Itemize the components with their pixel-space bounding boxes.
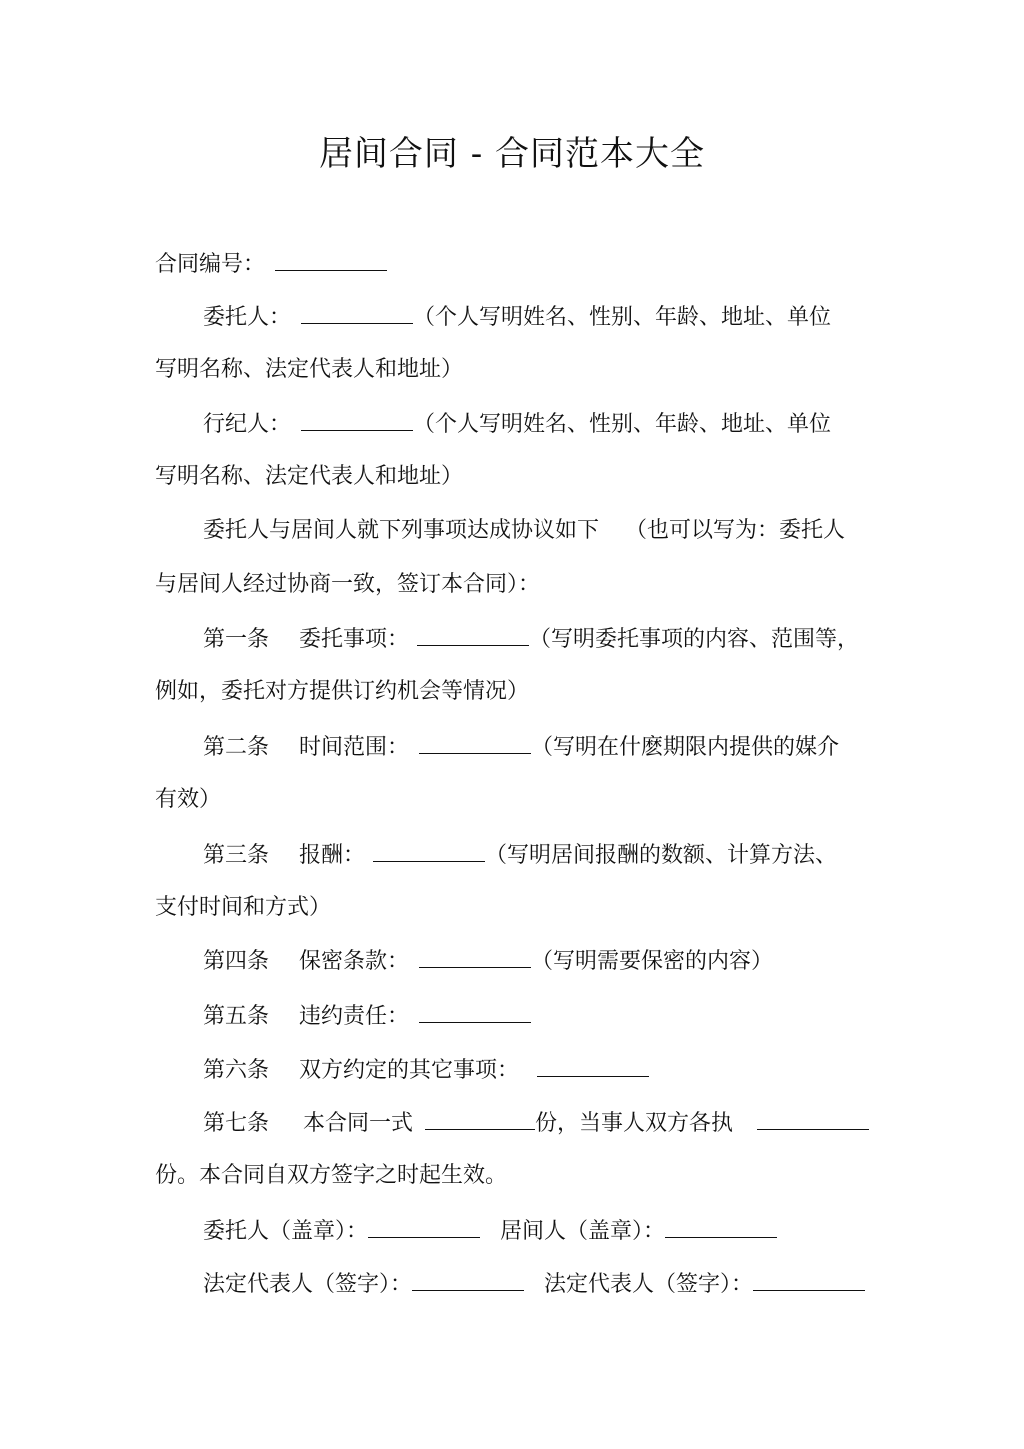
article-7-mid: 份，当事人双方各执 [535,1111,734,1136]
article-1-note: （写明委托事项的内容、范围等， [529,627,860,652]
broker-label: 行纪人： [203,412,292,437]
broker-note-continuation: 写明名称、法定代表人和地址） [155,464,464,489]
rep-sign-left-label: 法定代表人（签字）： [203,1272,413,1297]
broker-line [203,408,831,440]
article-3-note: （写明居间报酬的数额、计算方法、 [485,843,838,868]
article-7-line [203,1107,869,1139]
article-4-line [203,945,773,977]
article-1-number: 第一条 [203,627,270,652]
broker-seal-label: 居间人（盖章）： [500,1219,666,1244]
article-4-label: 保密条款： [299,949,410,974]
rep-sign-right-label: 法定代表人（签字）： [544,1272,754,1297]
intro-line-2: 与居间人经过协商一致，签订本合同）： [155,572,541,597]
rep-sign-right-blank[interactable] [753,1268,865,1291]
article-5-line [203,1000,531,1032]
contract-number-blank[interactable] [275,248,387,271]
article-5-blank[interactable] [419,1000,531,1023]
article-3-continuation: 支付时间和方式） [155,895,332,920]
article-2-blank[interactable] [419,731,531,754]
article-6-line [203,1054,649,1086]
article-2-note: （写明在什麽期限内提供的媒介 [531,735,840,760]
article-4-number: 第四条 [203,949,270,974]
article-1-continuation: 例如，委托对方提供订约机会等情况） [155,679,530,704]
contract-number-line [155,248,387,280]
article-2-number: 第二条 [203,735,270,760]
article-3-label: 报酬： [299,843,366,868]
article-7-copies-blank[interactable] [425,1107,535,1130]
article-7-number: 第七条 [203,1111,270,1136]
rep-sign-left-blank[interactable] [412,1268,524,1291]
client-seal-label: 委托人（盖章）： [203,1219,369,1244]
client-note-continuation: 写明名称、法定代表人和地址） [155,357,464,382]
article-4-note: （写明需要保密的内容） [531,949,774,974]
intro-text-1b: （也可以写为：委托人 [625,518,846,543]
seal-line [203,1215,777,1247]
article-5-number: 第五条 [203,1004,270,1029]
article-6-label: 双方约定的其它事项： [299,1058,520,1083]
broker-note: （个人写明姓名、性别、年龄、地址、单位 [413,412,832,437]
client-label: 委托人： [203,305,292,330]
article-6-blank[interactable] [537,1054,649,1077]
article-6-number: 第六条 [203,1058,270,1083]
intro-text-1a: 委托人与居间人就下列事项达成协议如下 [203,518,600,543]
article-7-label: 本合同一式 [303,1111,414,1136]
client-blank[interactable] [301,301,413,324]
broker-blank[interactable] [301,408,413,431]
article-3-number: 第三条 [203,843,270,868]
contract-number-label: 合同编号： [155,252,266,277]
intro-line-1 [203,516,845,546]
article-4-blank[interactable] [419,945,531,968]
article-5-label: 违约责任： [299,1004,410,1029]
signature-line [203,1268,865,1300]
article-2-continuation: 有效） [155,787,222,812]
client-line [203,301,831,333]
article-2-label: 时间范围： [299,735,410,760]
client-note: （个人写明姓名、性别、年龄、地址、单位 [413,305,832,330]
article-3-blank[interactable] [373,839,485,862]
article-1-label: 委托事项： [299,627,410,652]
article-7-continuation: 份。本合同自双方签字之时起生效。 [155,1163,508,1188]
article-1-blank[interactable] [417,623,529,646]
broker-seal-blank[interactable] [665,1215,777,1238]
article-3-line [203,839,837,871]
article-7-each-blank[interactable] [757,1107,869,1130]
article-1-line [203,623,859,655]
article-2-line [203,731,839,763]
client-seal-blank[interactable] [368,1215,480,1238]
document-title: 居间合同 - 合同范本大全 [318,134,706,174]
